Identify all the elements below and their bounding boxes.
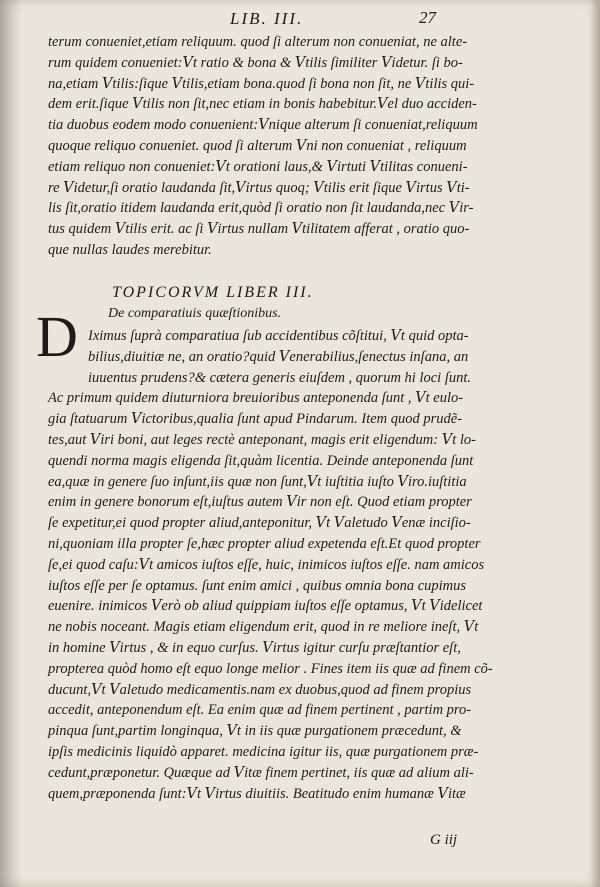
text-line: euenire. inimicos Ⅴerò ob aliud quippiam iuſtos eſſe optamus, Ⅴt Ⅴidelicet [48,598,483,615]
text-line: ſe,ei quod caſu:Ⅴt amicos iuſtos eſſe, huic, inimicos iuſtos eſſe. nam amicos [48,556,485,573]
text-line: ni,quoniam illa propter ſe,hæc propter aliud expetenda eſt.Et quod propter [48,535,481,552]
text-line: na,etiam Ⅴtilis:ſique Ⅴtilis,etiam bona.quod ſi bona non ſit, ne Ⅴtilis qui- [48,75,475,92]
text-line: rum quidem conueniet:Ⅴt ratio & bona & Ⅴtilis ſimiliter Ⅴidetur. ſi bo- [48,54,463,71]
text-line: terum conueniet,etiam reliquum. quod ſi alterum non conueniat, ne alte- [48,34,468,50]
text-line: etiam reliquo non conueniet:Ⅴt orationi laus,& Ⅴirtuti Ⅴtilitas conueni- [48,158,468,175]
page-gutter-shadow [0,0,22,887]
text-line: pinqua ſunt,partim longinqua, Ⅴt in iis quæ purgationem præcedunt, & [48,723,462,740]
text-line: Ac primum quidem diuturniora breuioribus anteponenda ſunt , Ⅴt eulo- [48,390,464,407]
signature-mark: G iij [430,832,458,848]
text-line: enim in genere bonorum eſt,iuſtus autem Ⅴir non eſt. Quod etiam propter [48,494,472,511]
text-line: quem,præponenda ſunt:Ⅴt Ⅴirtus diuitiis. Beatitudo enim humanæ Ⅴitæ [48,785,466,802]
text-line: Iximus ſuprà comparatiua ſub accidentibus cõſtitui, Ⅴt quid opta- [88,328,469,344]
text-line: gia ſtatuarum Ⅴictoribus,qualia ſunt apud Pindarum. Item quod prudẽ- [48,411,463,428]
running-head: LIB. III. [230,9,304,28]
text-line: iuuentus prudens?& cætera generis eiuſdem , quorum hi loci ſunt. [88,369,472,386]
text-line: bilius,diuitiæ ne, an oratio?quid Ⅴenerabilius,ſenectus inſana, an [88,348,469,365]
text-line: accedit, anteponendum eſt. Ea enim quæ ad finem pertinent , partim pro- [48,702,472,719]
text-line: dem erit.ſique Ⅴtilis non ſit,nec etiam in bonis habebitur.Ⅴel duo acciden- [48,96,477,113]
chapter-body-text [48,326,493,804]
text-line: ne nobis noceant. Magis etiam eligendum erit, quod in re meliore ineſt, Ⅴt [48,619,479,636]
book-title: TOPICORVM LIBER III. [112,284,314,301]
text-line: lis ſit,oratio itidem laudanda erit,quòd ſi oratio non ſit laudanda,nec Ⅴir- [48,200,474,217]
text-line: que nullas laudes merebitur. [48,241,212,258]
text-line: tus quidem Ⅴtilis erit. ac ſi Ⅴirtus nullam Ⅴtilitatem afferat , oratio quo- [48,221,470,238]
text-line: ſe expetitur,ei quod propter aliud,anteponitur, Ⅴt Ⅴaletudo Ⅴenæ inciſio- [48,515,471,532]
text-line: ipſis medicinis liquidò apparet. medicina igitur iis, quæ purgationem præ- [48,743,479,760]
text-line: tes,aut Ⅴiri boni, aut leges rectè anteponant, magis erit eligendum: Ⅴt lo- [48,431,476,448]
text-line: quendi norma magis eligenda ſit,quàm licentia. Deinde anteponenda ſunt [48,452,474,469]
page-edge-shadow [590,0,600,887]
section-heading: De comparatiuis quæſtionibus. [108,306,282,321]
text-line: propterea quòd homo eſt equo longe melior . Fines item iis quæ ad finem cõ- [48,660,493,677]
continued-text [48,32,478,261]
drop-cap-initial: D [36,304,78,369]
text-line: ea,quæ in genere ſuo inſunt,iis quæ non ſunt,Ⅴt iuſtitia iuſto Ⅴiro.iuſtitia [48,473,467,490]
text-line: cedunt,præponetur. Quæque ad Ⅴitæ finem pertinet, iis quæ ad alium ali- [48,764,474,781]
text-line: iuſtos eſſe per ſe optamus. ſunt enim amici , quibus omnia bona cupimus [48,577,467,594]
text-line: tia duobus eodem modo conuenient:Ⅴnique alterum ſi conueniat,reliquum [48,117,478,134]
text-line: re Ⅴidetur,ſi oratio laudanda ſit,Ⅴirtus quoq; Ⅴtilis erit ſique Ⅴirtus Ⅴti- [48,179,470,196]
text-line: in homine Ⅴirtus , & in equo curſus. Ⅴirtus igitur curſu præſtantior eſt, [48,639,461,656]
text-line: ducunt,Ⅴt Ⅴaletudo medicamentis.nam ex duobus,quod ad finem propius [48,681,472,698]
page-number: 27 [419,8,436,27]
text-line: quoque reliquo conueniet. quod ſi alterum Ⅴni non conueniat , reliquum [48,137,467,154]
